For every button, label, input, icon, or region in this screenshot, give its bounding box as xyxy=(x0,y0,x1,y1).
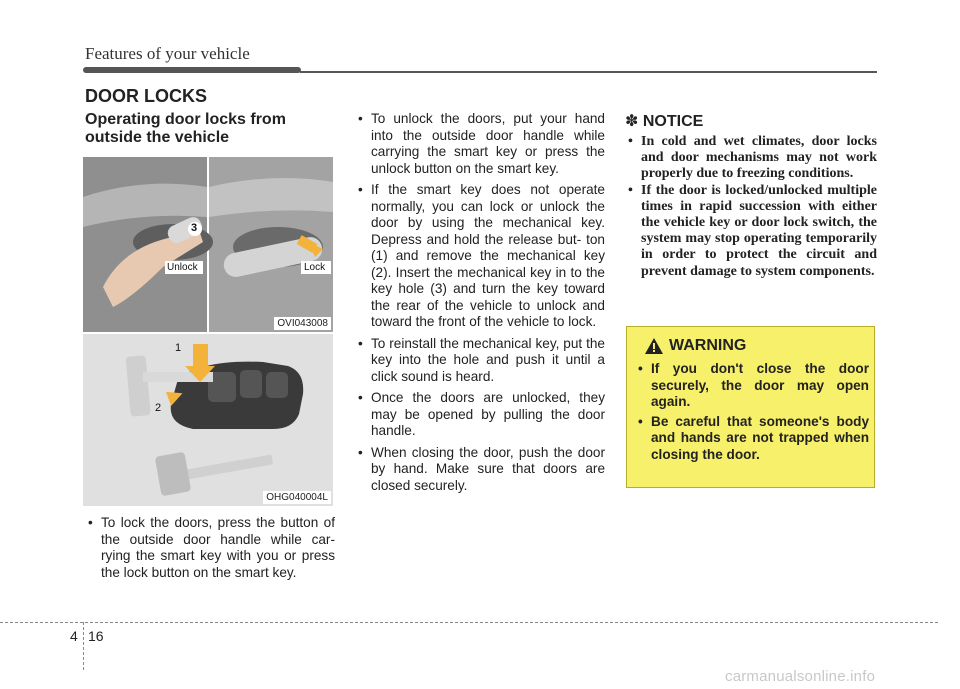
list-item: • Once the doors are unlocked, they may be opened by pulling the door handle. xyxy=(355,390,605,440)
list-item: • To reinstall the mechanical key, put the key into the hole and push it until a click sound is heard. xyxy=(355,336,605,386)
callout-3: 3 xyxy=(191,222,198,234)
notice-list xyxy=(627,134,877,280)
list-item: • Be careful that someone's body and hands are not trapped when closing the door. xyxy=(637,414,869,464)
list-item: • If the door is locked/unlocked multiple times in rapid succession with either the vehicle key or door lock switch, the system may stop operating temporarily in order to protect the circuit and prevent damage to system components. xyxy=(627,183,877,280)
list-item: • When closing the door, push the door by hand. Make sure that doors are closed securely. xyxy=(355,445,605,495)
callout-2: 2 xyxy=(155,402,162,414)
header-line xyxy=(300,71,877,73)
list-item: • If you don't close the door securely, the door may open again. xyxy=(637,361,869,411)
label-lock: Lock xyxy=(304,262,326,273)
list-item: • To unlock the doors, put your hand into the outside door handle while carrying the smart key or press the unlock button on the smart key. xyxy=(355,111,605,177)
figure1-code: OVI043008 xyxy=(274,317,331,330)
list-item: • If the smart key does not operate normally, you can lock or unlock the door by using the mechanical key. Depress and hold the release but- ton (1) and remove the mechanical key (2). Insert the mechanical key in to the key hole (3) and turn the key toward the rear of the vehicle to unlock and toward the front of the vehicle to lock. xyxy=(355,182,605,331)
warning-triangle-icon xyxy=(645,338,663,354)
list-item: • In cold and wet climates, door locks and door mechanisms may not work properly due to freezing conditions. xyxy=(627,134,877,183)
page-chapter: 4 xyxy=(70,628,78,644)
notice-title: ✽ NOTICE xyxy=(625,113,704,130)
footer-divider xyxy=(83,622,84,670)
left-bullet-list xyxy=(85,515,335,581)
section-title: DOOR LOCKS xyxy=(85,86,208,106)
callout-1: 1 xyxy=(175,342,182,354)
figure-door-handles xyxy=(83,157,333,332)
figure2-code: OHG040004L xyxy=(263,491,331,504)
page-number: 16 xyxy=(88,628,104,644)
watermark: carmanualsonline.info xyxy=(725,668,876,685)
warning-list xyxy=(637,361,869,466)
label-unlock: Unlock xyxy=(167,262,198,273)
figure-smart-key xyxy=(83,334,333,506)
header-bar xyxy=(83,67,301,73)
door-handle-illustration xyxy=(83,157,333,332)
warning-header xyxy=(645,337,746,355)
subheading: Operating door locks from outside the vehicle xyxy=(85,111,286,146)
footer-line xyxy=(0,622,938,623)
smart-key-illustration xyxy=(83,334,333,506)
list-item: • To lock the doors, press the button of the outside door handle while car- rying the smart key with you or press the lock button on the smart key. xyxy=(85,515,335,581)
warning-box xyxy=(626,326,875,488)
warning-title: WARNING xyxy=(669,337,747,354)
middle-bullet-list xyxy=(355,111,605,494)
header-title: Features of your vehicle xyxy=(85,44,250,63)
